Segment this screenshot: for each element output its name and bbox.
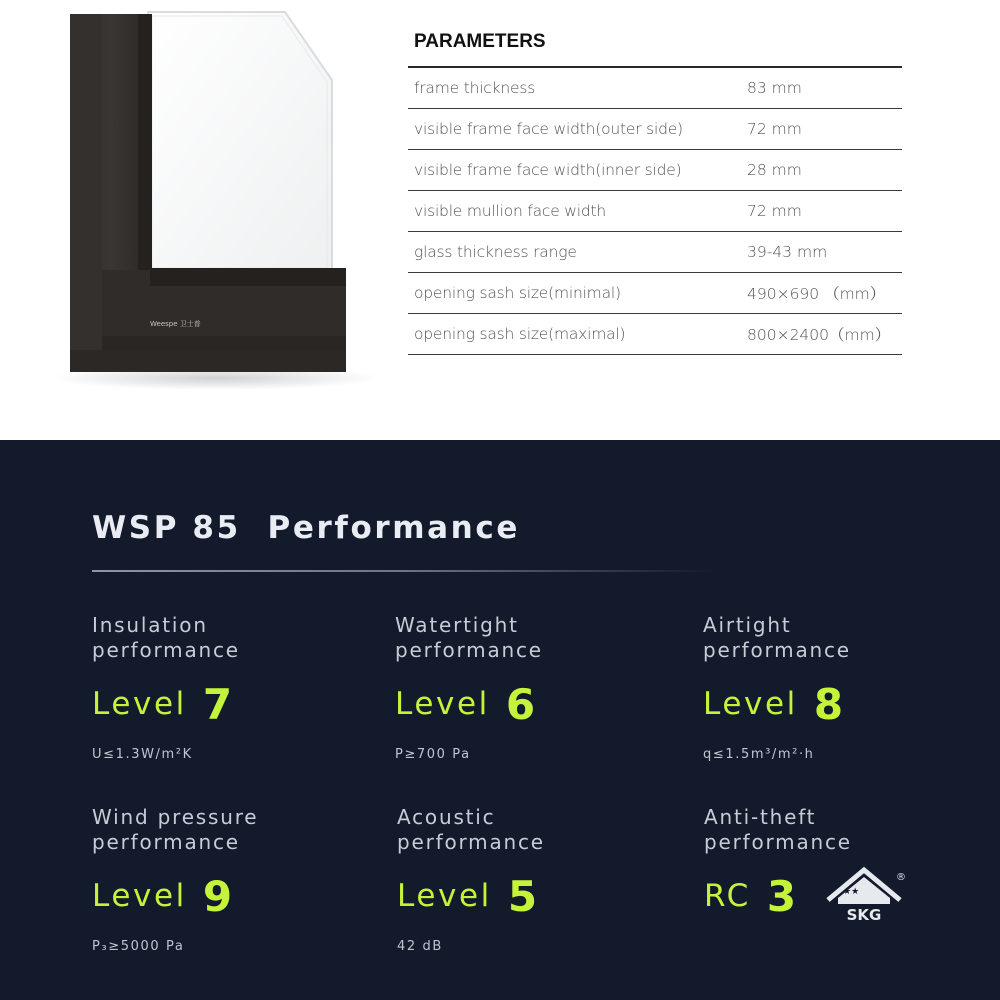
label-line: Anti-theft [704,805,817,829]
table-row [408,314,902,355]
parameters-title: PARAMETERS [414,31,546,52]
label-line: performance [397,830,545,854]
acoustic-card [397,805,677,954]
param-label: visible mullion face width [414,202,607,220]
skg-label: SKG [846,906,882,924]
level-word: Level [92,878,187,914]
performance-section [0,440,1000,1000]
label-line: Wind pressure [92,805,259,829]
table-row [408,191,902,232]
card-label [92,805,352,855]
level-word: Level [92,686,187,722]
card-label [704,805,964,855]
level-value: 5 [507,871,538,921]
level-word: Level [703,686,798,722]
insulation-card [92,613,372,762]
spec-note: P₃≥5000 Pa [92,939,185,954]
card-label [397,805,657,855]
window-profile-image [40,0,370,395]
level-rating [397,869,677,923]
param-value: 83 mm [747,79,802,97]
top-section [0,0,1000,440]
spec-note: 42 dB [397,939,443,954]
label-line: performance [703,638,851,662]
card-label [92,613,352,663]
param-value: 28 mm [747,161,802,179]
table-row [408,150,902,191]
label-line: performance [92,638,240,662]
level-value: 9 [202,871,233,921]
parameters-panel [408,28,902,355]
param-value: 39-43 mm [747,243,828,261]
card-label [703,613,963,663]
param-value: 72 mm [747,202,802,220]
param-label: glass thickness range [414,243,577,261]
table-row [408,68,902,109]
label-line: performance [92,830,240,854]
level-value: 7 [202,679,233,729]
title-divider [92,570,717,572]
level-value: 6 [505,679,536,729]
param-label: opening sash size(maximal) [414,325,626,343]
level-word: Level [395,686,490,722]
label-line: Insulation [92,613,208,637]
table-row [408,109,902,150]
param-value: 72 mm [747,120,802,138]
level-rating [92,677,372,731]
level-word: Level [397,878,492,914]
parameters-table [408,66,902,355]
label-line: performance [395,638,543,662]
table-row [408,232,902,273]
param-label: visible frame face width(inner side) [414,161,682,179]
param-label: visible frame face width(outer side) [414,120,683,138]
level-value: 8 [813,679,844,729]
svg-text:★★: ★★ [843,887,860,897]
airtight-card [703,613,983,762]
skg-certification-icon [824,864,904,924]
card-label [395,613,655,663]
wind-pressure-card [92,805,372,954]
registered-mark: ® [896,872,906,883]
brand-mark: Weespe 卫士普 [150,320,201,328]
table-row [408,273,902,314]
label-line: Acoustic [397,805,496,829]
param-label: opening sash size(minimal) [414,284,621,302]
level-rating [395,677,675,731]
spec-note: q≤1.5m³/m²·h [703,747,815,762]
param-label: frame thickness [414,79,536,97]
spec-note: U≤1.3W/m²K [92,747,193,762]
label-line: Watertight [395,613,519,637]
level-word: RC [704,878,751,914]
watertight-card [395,613,675,762]
performance-title: WSP 85 Performance [92,510,520,546]
level-rating [92,869,372,923]
label-line: performance [704,830,852,854]
label-line: Airtight [703,613,792,637]
level-rating [703,677,983,731]
spec-note: P≥700 Pa [395,747,471,762]
param-value: 800×2400（mm） [747,326,891,344]
param-value: 490×690 （mm） [747,285,886,303]
level-value: 3 [766,871,797,921]
